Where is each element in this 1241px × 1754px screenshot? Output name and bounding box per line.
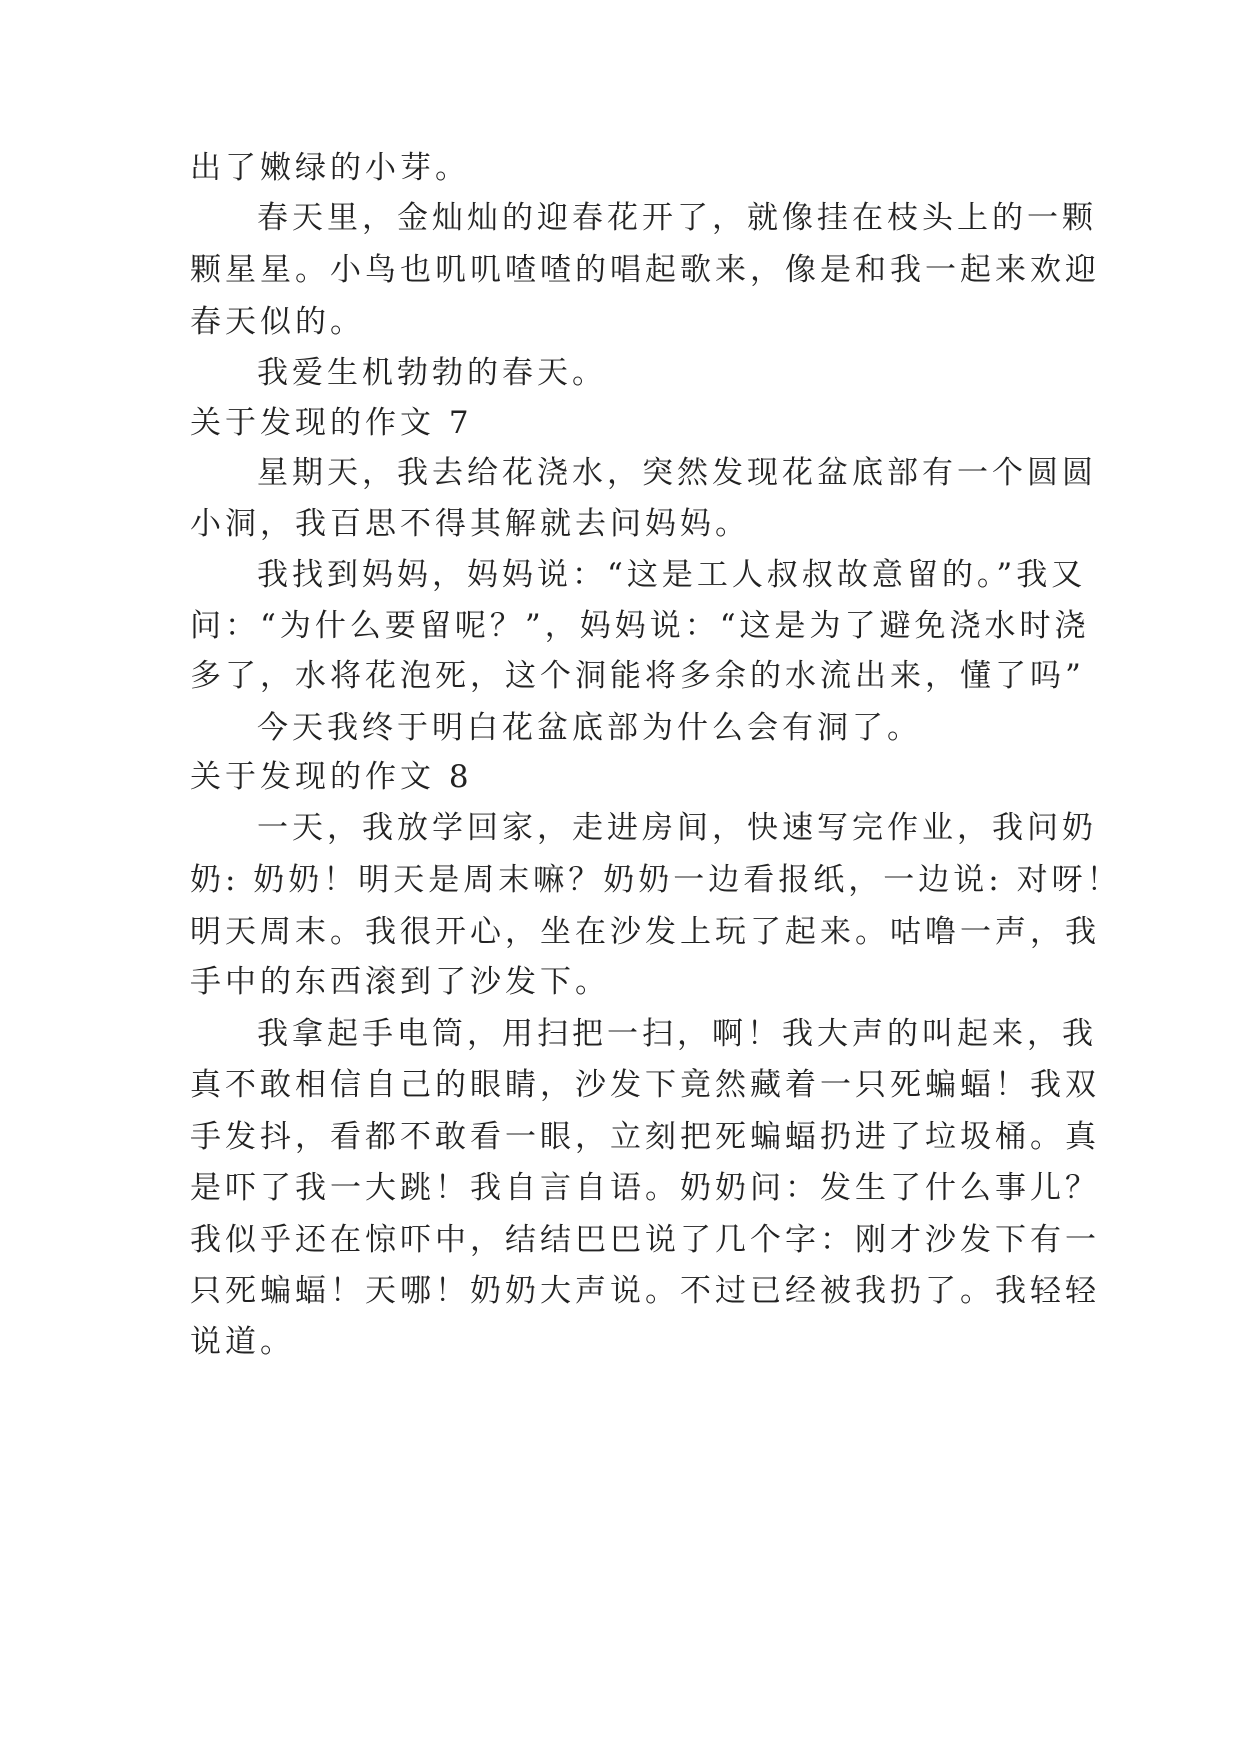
text-line: 真不敢相信自己的眼睛，沙发下竟然藏着一只死蝙蝠！我双 (190, 1067, 1100, 1103)
text-line: 颗星星。小鸟也叽叽喳喳的唱起歌来，像是和我一起来欢迎 (190, 252, 1100, 288)
text-line: 奶: 奶奶！明天是周末嘛？奶奶一边看报纸，一边说: 对呀！ (190, 862, 1122, 898)
text-line: 说道。 (190, 1324, 295, 1360)
text-line: 出了嫩绿的小芽。 (190, 150, 470, 186)
text-line: 明天周末。我很开心，坐在沙发上玩了起来。咕噜一声，我 (190, 914, 1100, 950)
paragraph-first-line: 一天，我放学回家，走进房间，快速写完作业，我问奶 (257, 810, 1097, 846)
text-line: 多了，水将花泡死，这个洞能将多余的水流出来，懂了吗” (190, 658, 1085, 694)
text-line: 春天似的。 (190, 304, 365, 340)
section-heading: 关于发现的作文 8 (190, 759, 473, 795)
text-line: 小洞，我百思不得其解就去问妈妈。 (190, 506, 750, 542)
text-line: 问：“为什么要留呢？”，妈妈说：“这是为了避免浇水时浇 (190, 608, 1090, 644)
text-line: 我似乎还在惊吓中，结结巴巴说了几个字：刚才沙发下有一 (190, 1222, 1100, 1258)
paragraph-first-line: 我爱生机勃勃的春天。 (257, 355, 607, 391)
paragraph-first-line: 星期天，我去给花浇水，突然发现花盆底部有一个圆圆 (257, 455, 1097, 491)
paragraph-first-line: 春天里，金灿灿的迎春花开了，就像挂在枝头上的一颗 (257, 200, 1097, 236)
text-line: 是吓了我一大跳！我自言自语。奶奶问：发生了什么事儿？ (190, 1170, 1100, 1206)
section-heading: 关于发现的作文 7 (190, 405, 473, 441)
paragraph-first-line: 我拿起手电筒，用扫把一扫，啊！我大声的叫起来，我 (257, 1016, 1097, 1052)
text-line: 只死蝙蝠！天哪！奶奶大声说。不过已经被我扔了。我轻轻 (190, 1273, 1100, 1309)
text-line: 手中的东西滚到了沙发下。 (190, 964, 610, 1000)
paragraph-first-line: 我找到妈妈，妈妈说：“这是工人叔叔故意留的。”我又 (257, 557, 1087, 593)
text-line: 手发抖，看都不敢看一眼，立刻把死蝙蝠扔进了垃圾桶。真 (190, 1119, 1100, 1155)
paragraph-first-line: 今天我终于明白花盆底部为什么会有洞了。 (257, 710, 922, 746)
